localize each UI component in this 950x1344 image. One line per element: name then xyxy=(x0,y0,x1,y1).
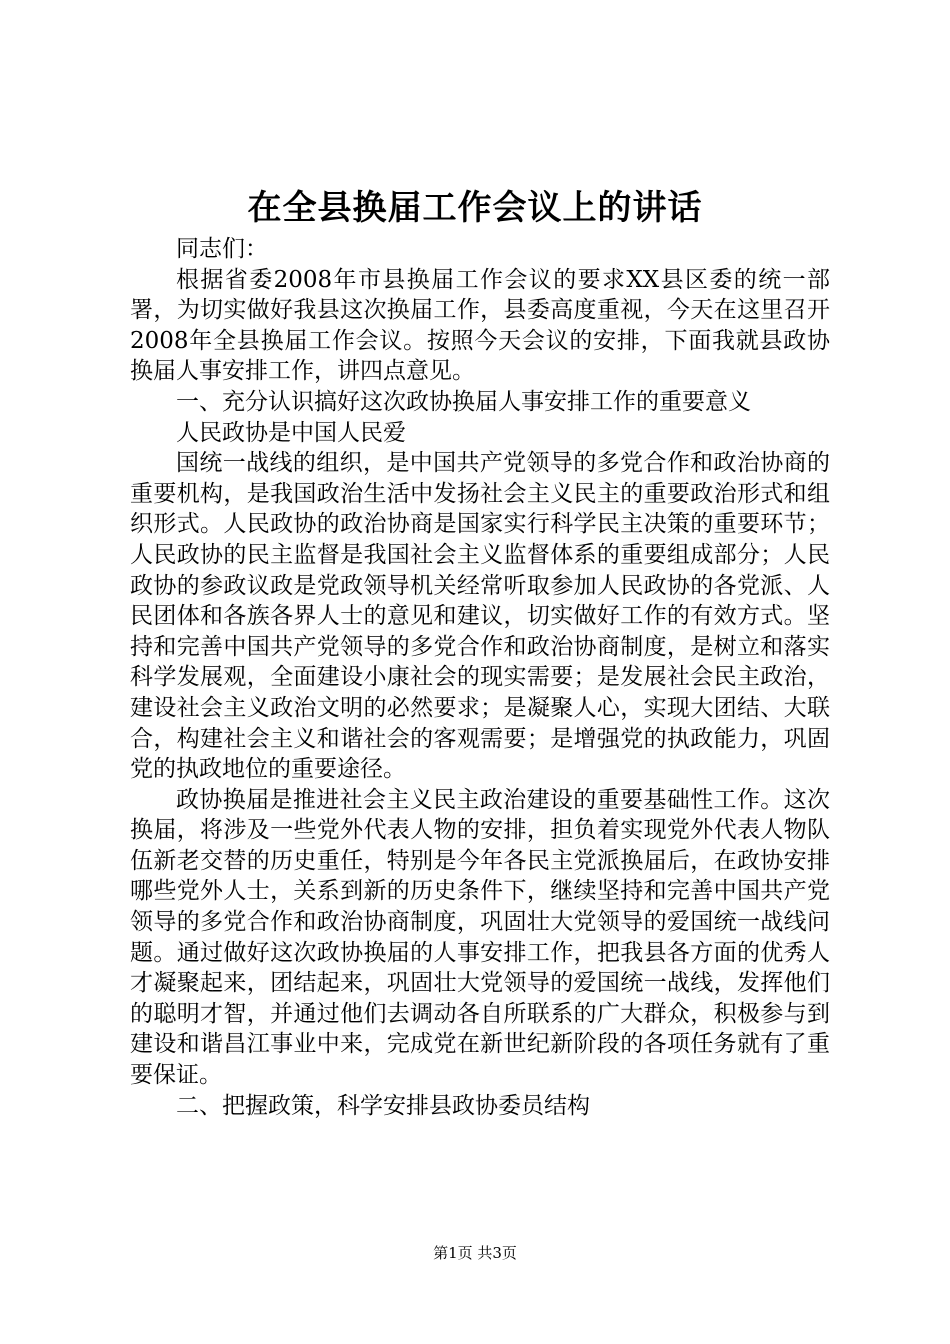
page-number-footer: 第1页 共3页 xyxy=(433,1244,517,1262)
section-heading-1: 一、充分认识搞好这次政协换届人事安排工作的重要意义 xyxy=(176,388,751,415)
paragraph-cppcc-role: 国统一战线的组织，是中国共产党领导的多党合作和政治协商的重要机构，是我国政治生活中发扬社会主义民主的重要政治形式和组织形式。人民政协的政治协商是国家实行科学民主决策的重要环节；人民政协的民主监督是我国社会主义监督体系的重要组成部分；人民政协的参政议政是党政领导机关经常听取参加人民政协的各党派、人民团体和各族各界人士的意见和建议，切实做好工作的有效方式。坚持和完善中国共产党领导的多党合作和政治协商制度，是树立和落实科学发展观，全面建设小康社会的现实需要；是发展社会民主政治，建设社会主义政治文明的必然要求；是凝聚人心，实现大团结、大联合，构建社会主义和谐社会的客观需要；是增强党的执政能力，巩固党的执政地位的重要途径。 xyxy=(130,450,830,783)
section-heading-2: 二、把握政策，科学安排县政协委员结构 xyxy=(176,1092,590,1119)
paragraph-fragment: 人民政协是中国人民爱 xyxy=(176,419,406,446)
paragraph-intro: 根据省委2008年市县换届工作会议的要求XX县区委的统一部署，为切实做好我县这次换届工作，县委高度重视，今天在这里召开2008年全县换届工作会议。按照今天会议的安排，下面我就县政协换届人事安排工作，讲四点意见。 xyxy=(130,266,830,385)
document-body xyxy=(130,234,830,1121)
document-title: 在全县换届工作会议上的讲话 xyxy=(247,188,703,228)
salutation: 同志们： xyxy=(176,236,268,262)
paragraph-election-importance: 政协换届是推进社会主义民主政治建设的重要基础性工作。这次换届，将涉及一些党外代表人物的安排，担负着实现党外代表人物队伍新老交替的历史重任，特别是今年各民主党派换届后，在政协安排哪些党外人士，关系到新的历史条件下，继续坚持和完善中国共产党领导的多党合作和政治协商制度，巩固壮大党领导的爱国统一战线问题。通过做好这次政协换届的人事安排工作，把我县各方面的优秀人才凝聚起来，团结起来，巩固壮大党领导的爱国统一战线，发挥他们的聪明才智，并通过他们去调动各自所联系的广大群众，积极参与到建设和谐昌江事业中来，完成党在新世纪新阶段的各项任务就有了重要保证。 xyxy=(130,786,830,1089)
